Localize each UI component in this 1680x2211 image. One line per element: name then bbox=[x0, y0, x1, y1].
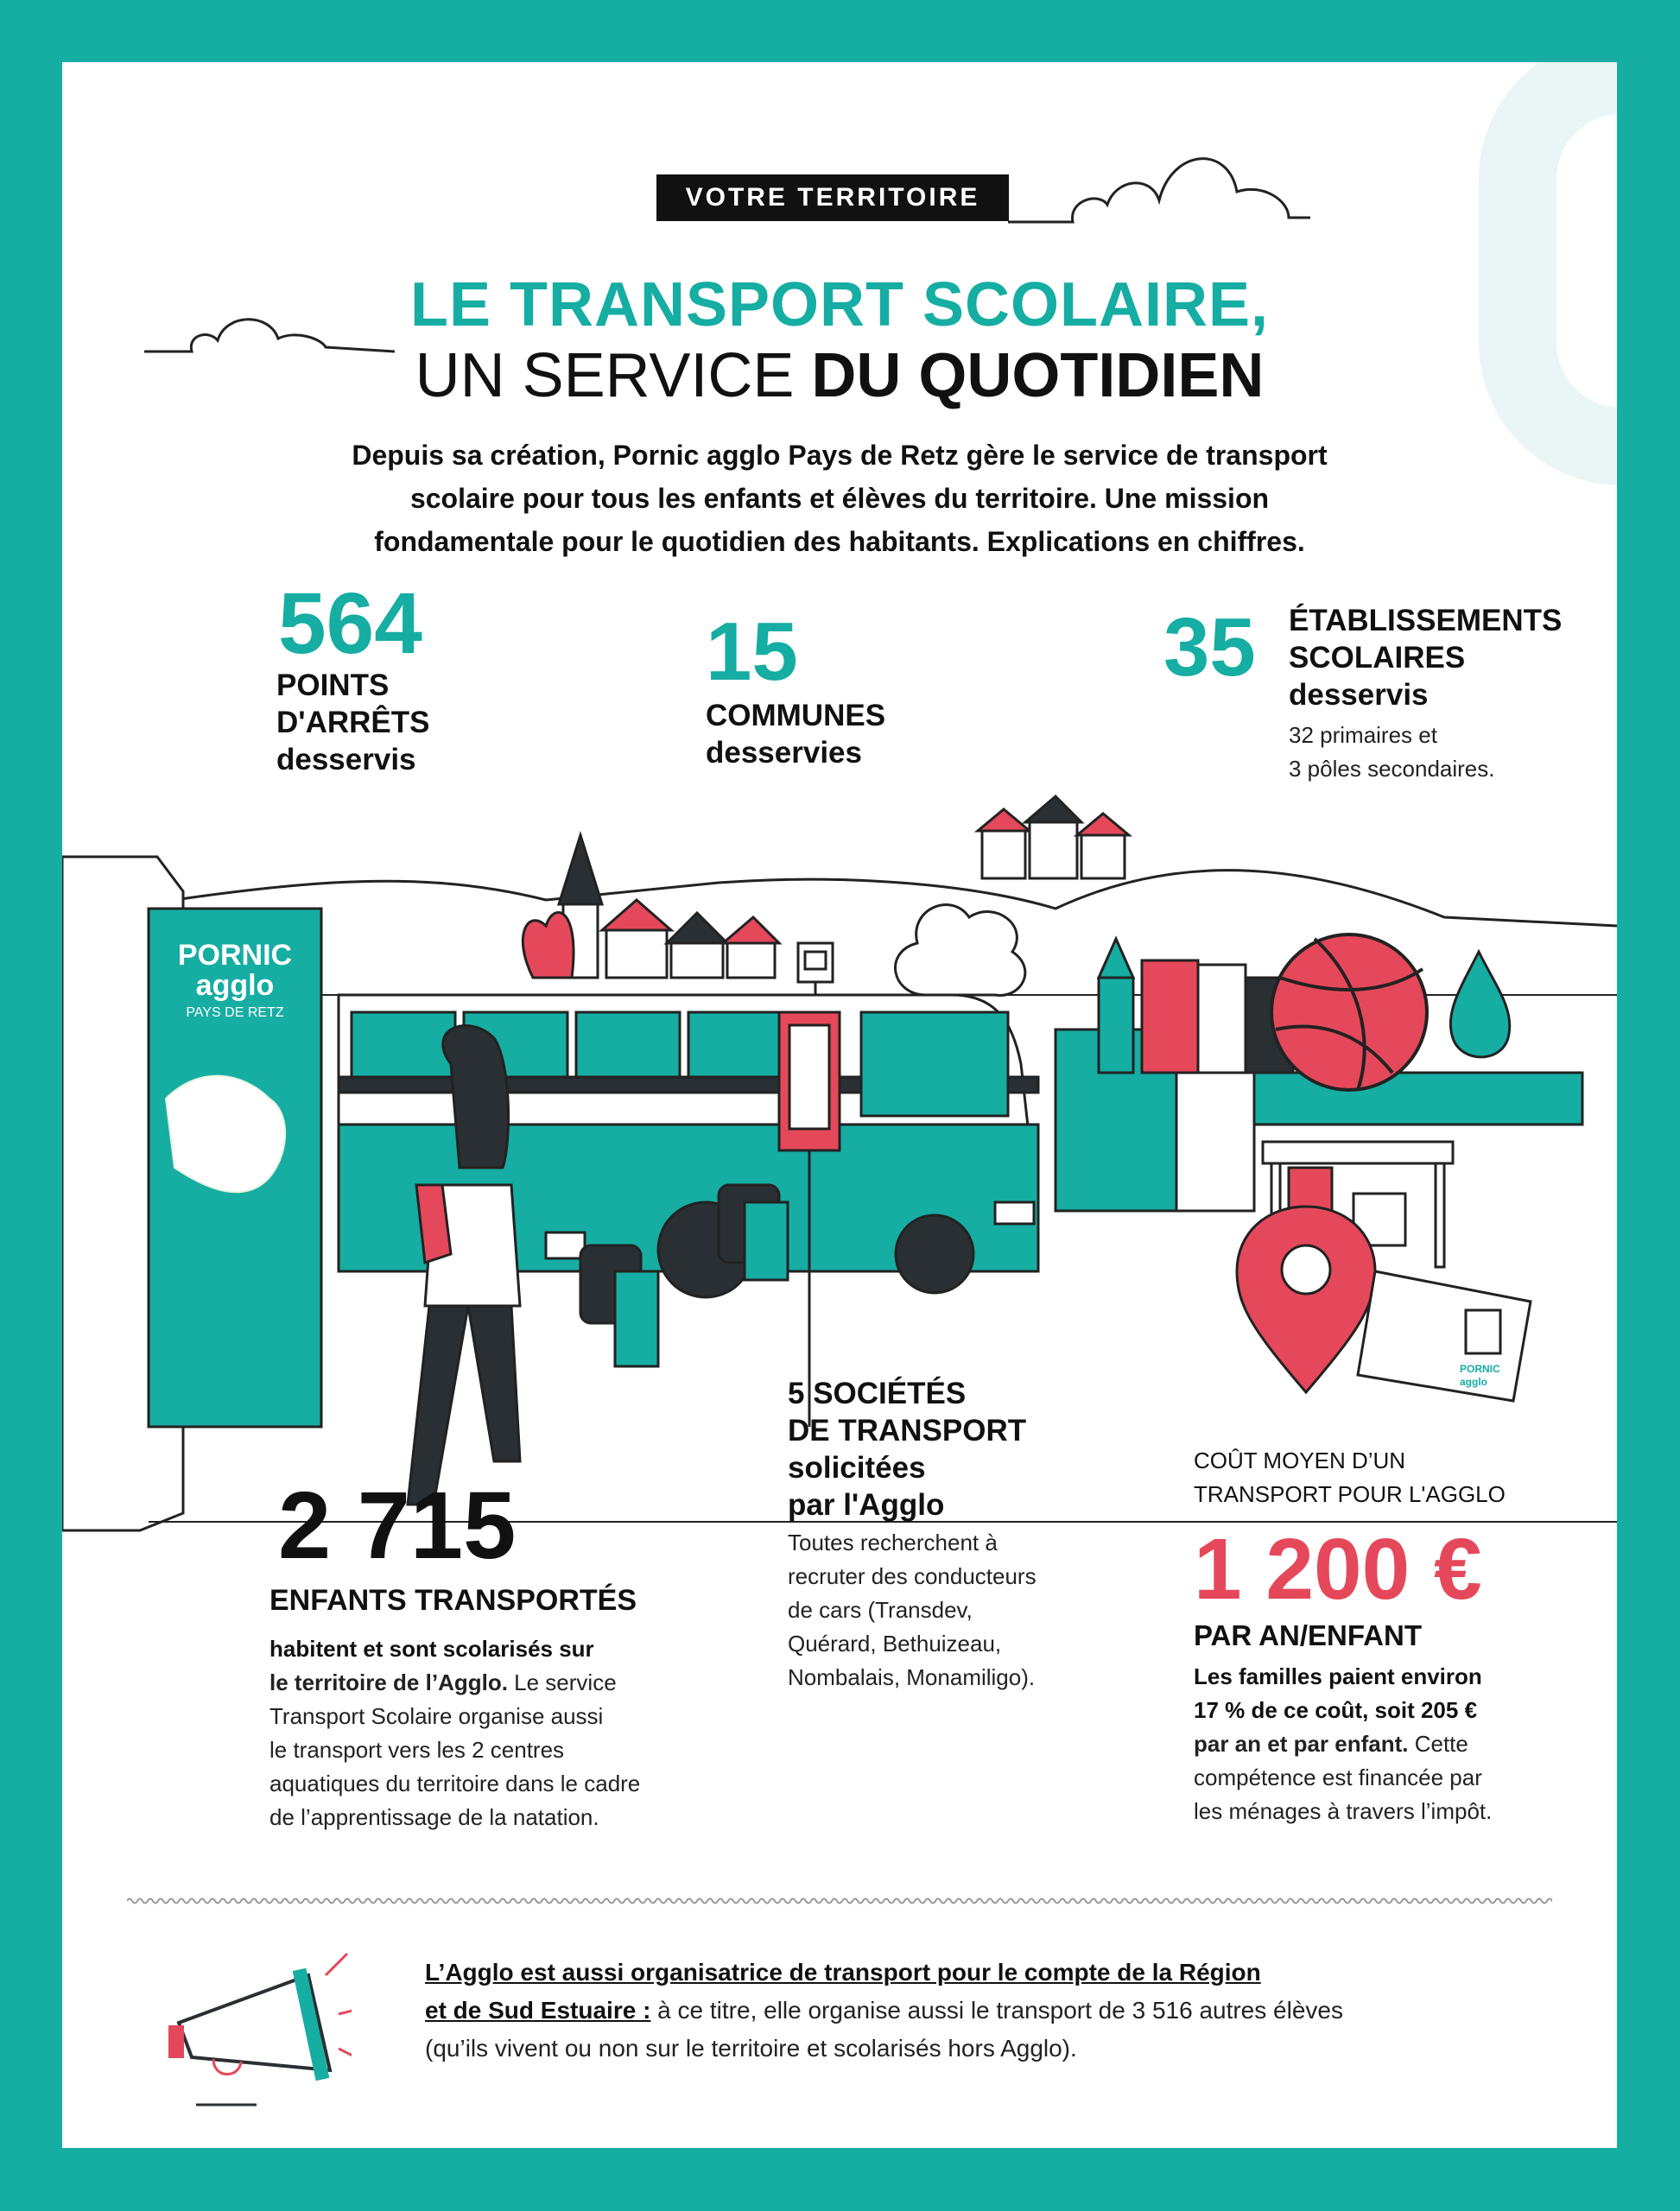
drop-icon bbox=[1450, 952, 1509, 1057]
basketball-icon bbox=[1271, 934, 1427, 1090]
stat-cost-line-5: les ménages à travers l’impôt. bbox=[1194, 1798, 1493, 1824]
stat-companies-line-2: recruter des conducteurs bbox=[788, 1563, 1037, 1589]
stat-companies-line-1: Toutes recherchent à bbox=[788, 1530, 998, 1555]
megaphone-icon bbox=[144, 1949, 352, 2113]
footer-rest-2: à ce titre, elle organise aussi le transport de 3 516 autres élèves bbox=[650, 1997, 1343, 2024]
poster-brand-2: agglo bbox=[195, 969, 275, 1002]
stat-cost-heading bbox=[1194, 1444, 1506, 1511]
footer-bold-1: L’Agglo est aussi organisatrice de transport pour le compte de la Région bbox=[425, 1959, 1261, 1986]
intro-paragraph bbox=[261, 434, 1418, 563]
stat-children-line-3: Transport Scolaire organise aussi bbox=[269, 1703, 604, 1729]
stat-companies-line-4: Quérard, Bethuizeau, bbox=[788, 1631, 1002, 1657]
footer-note bbox=[425, 1954, 1505, 2068]
stat-schools-label bbox=[1289, 602, 1562, 713]
stat-schools-label-3: desservis bbox=[1289, 678, 1429, 712]
village-left bbox=[523, 835, 779, 978]
stat-companies-text bbox=[788, 1526, 1037, 1695]
stat-companies-line-5: Nombalais, Monamiligo). bbox=[788, 1664, 1036, 1690]
card-brand-2: agglo bbox=[1460, 1376, 1487, 1388]
intro-line: fondamentale pour le quotidien des habitants. Explications en chiffres. bbox=[374, 526, 1305, 557]
poster-brand-3: PAYS DE RETZ bbox=[186, 1005, 284, 1020]
page-subtitle bbox=[62, 340, 1617, 411]
stat-schools-detail-1: 32 primaires et bbox=[1289, 722, 1437, 748]
village-right bbox=[978, 796, 1129, 878]
subtitle-bold: DU QUOTIDIEN bbox=[811, 341, 1265, 410]
stat-companies-label-3: solicitées bbox=[788, 1451, 926, 1485]
stat-communes-label-2: desservies bbox=[706, 736, 862, 770]
stat-companies-label-1: 5 SOCIÉTÉS bbox=[788, 1377, 967, 1410]
stat-cost-unit: PAR AN/ENFANT bbox=[1194, 1619, 1422, 1651]
stat-children-line-4: le transport vers les 2 centres bbox=[269, 1737, 565, 1763]
stat-stops-label-2: D'ARRÊTS bbox=[276, 706, 430, 739]
footer-bold-2: et de Sud Estuaire : bbox=[425, 1997, 651, 2024]
page-title: LE TRANSPORT SCOLAIRE, bbox=[409, 270, 1270, 339]
subtitle-light: UN SERVICE bbox=[415, 341, 795, 410]
stat-stops-label-3: desservis bbox=[276, 743, 416, 776]
stat-cost-line-3-rest: Cette bbox=[1408, 1731, 1468, 1757]
intro-line: Depuis sa création, Pornic agglo Pays de Retz gère le service de transport bbox=[352, 440, 1328, 471]
stat-communes-label-1: COMMUNES bbox=[706, 699, 886, 732]
stat-schools-detail-2: 3 pôles secondaires. bbox=[1289, 756, 1495, 782]
transport-card bbox=[1358, 1271, 1531, 1401]
card-brand-1: PORNIC bbox=[1460, 1363, 1500, 1375]
stat-cost-line-4: compétence est financée par bbox=[1194, 1764, 1482, 1790]
wavy-divider bbox=[127, 1896, 1552, 1906]
footer-line-2 bbox=[425, 1992, 1505, 2030]
stat-cost-text bbox=[1194, 1660, 1556, 1828]
stat-stops-number: 564 bbox=[278, 575, 422, 672]
stat-children-line-2 bbox=[269, 1666, 701, 1700]
stat-children-line-6: de l’apprentissage de la natation. bbox=[269, 1804, 599, 1830]
stat-cost-line-2: 17 % de ce coût, soit 205 € bbox=[1194, 1697, 1478, 1723]
stat-children-label: ENFANTS TRANSPORTÉS bbox=[269, 1584, 637, 1617]
stat-companies-label-2: DE TRANSPORT bbox=[788, 1414, 1027, 1448]
stat-companies-line-3: de cars (Transdev, bbox=[788, 1597, 973, 1623]
stat-cost-line-1: Les familles paient environ bbox=[1194, 1663, 1482, 1689]
stat-schools-detail bbox=[1289, 719, 1494, 786]
footer-line-3: (qu’ils vivent ou non sur le territoire et scolarisés hors Agglo). bbox=[425, 2035, 1077, 2062]
stat-children-line-2-rest: Le service bbox=[507, 1669, 617, 1695]
section-tag: VOTRE TERRITOIRE bbox=[656, 174, 1009, 221]
stat-cost-number: 1 200 € bbox=[1194, 1521, 1482, 1618]
stat-companies-label-4: par l'Agglo bbox=[788, 1488, 945, 1522]
stat-children-line-2-bold: le territoire de l’Agglo. bbox=[269, 1669, 508, 1695]
stat-children-line-1: habitent et sont scolarisés sur bbox=[269, 1636, 594, 1662]
intro-line: scolaire pour tous les enfants et élèves du territoire. Une mission bbox=[409, 483, 1270, 514]
stat-cost-heading-1: COÛT MOYEN D’UN bbox=[1194, 1448, 1406, 1473]
stat-children-line-5: aquatiques du territoire dans le cadre bbox=[269, 1771, 641, 1796]
stat-cost-heading-2: TRANSPORT POUR L'AGGLO bbox=[1194, 1481, 1506, 1507]
infographic-page bbox=[62, 62, 1617, 2148]
poster-brand-1: PORNIC bbox=[177, 939, 293, 972]
stat-companies-label bbox=[788, 1375, 1026, 1524]
stat-stops-label-1: POINTS bbox=[276, 668, 390, 702]
cloud-icon bbox=[1004, 131, 1315, 235]
stat-communes-label bbox=[706, 697, 885, 771]
stat-schools-label-2: SCOLAIRES bbox=[1289, 641, 1466, 675]
stat-schools-label-1: ÉTABLISSEMENTS bbox=[1289, 604, 1563, 637]
stat-children-text bbox=[269, 1632, 701, 1834]
footer-line-1 bbox=[425, 1954, 1505, 1992]
stat-communes-number: 15 bbox=[706, 605, 798, 698]
stat-stops-label bbox=[276, 667, 430, 778]
stat-cost-line-3-bold: par an et par enfant. bbox=[1194, 1731, 1409, 1757]
location-pin-icon bbox=[1237, 1207, 1375, 1392]
stat-children-number: 2 715 bbox=[278, 1473, 517, 1579]
stat-cost-line-3 bbox=[1194, 1727, 1556, 1761]
stat-schools-number: 35 bbox=[1163, 601, 1256, 694]
